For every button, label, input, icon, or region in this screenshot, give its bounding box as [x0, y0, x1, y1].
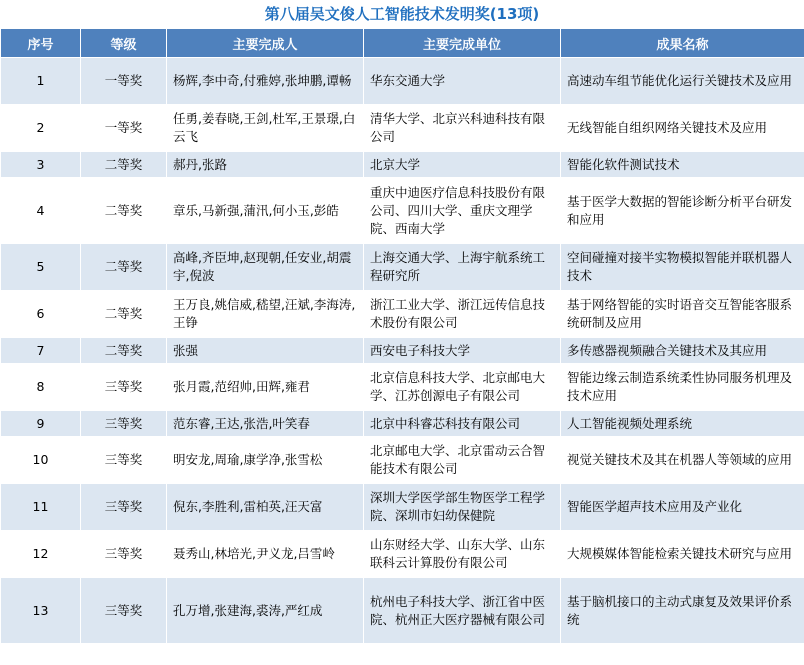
cell-name: 高速动车组节能优化运行关键技术及应用 [561, 58, 804, 105]
cell-name: 多传感器视频融合关键技术及其应用 [561, 338, 804, 364]
table-row [1, 244, 804, 291]
cell-no: 11 [1, 484, 81, 531]
cell-no: 4 [1, 178, 81, 244]
cell-people: 明安龙,周瑜,康学净,张雪松 [167, 437, 364, 484]
cell-org: 北京大学 [364, 152, 561, 178]
header-row [1, 29, 804, 58]
cell-name: 智能化软件测试技术 [561, 152, 804, 178]
cell-level: 三等奖 [81, 411, 167, 437]
cell-level: 三等奖 [81, 484, 167, 531]
cell-people: 高峰,齐臣坤,赵现朝,任安业,胡震宇,倪波 [167, 244, 364, 291]
cell-org: 深圳大学医学部生物医学工程学院、深圳市妇幼保健院 [364, 484, 561, 531]
table-row [1, 178, 804, 244]
cell-org: 西安电子科技大学 [364, 338, 561, 364]
cell-people: 王万良,姚信威,嵇望,汪斌,李海涛,王铮 [167, 291, 364, 338]
cell-people: 张月霞,范绍帅,田辉,雍君 [167, 364, 364, 411]
cell-no: 8 [1, 364, 81, 411]
cell-no: 3 [1, 152, 81, 178]
page-title: 第八届吴文俊人工智能技术发明奖(13项) [264, 5, 540, 23]
cell-people: 章乐,马新强,蒲汛,何小玉,彭皓 [167, 178, 364, 244]
cell-name: 智能医学超声技术应用及产业化 [561, 484, 804, 531]
cell-org: 杭州电子科技大学、浙江省中医院、杭州正大医疗器械有限公司 [364, 578, 561, 644]
table-row [1, 484, 804, 531]
cell-name: 大规模媒体智能检索关键技术研究与应用 [561, 531, 804, 578]
cell-no: 7 [1, 338, 81, 364]
header-name: 成果名称 [561, 29, 804, 58]
cell-org: 清华大学、北京兴科迪科技有限公司 [364, 105, 561, 152]
table-row [1, 437, 804, 484]
cell-no: 13 [1, 578, 81, 644]
cell-level: 三等奖 [81, 437, 167, 484]
cell-org: 山东财经大学、山东大学、山东联科云计算股份有限公司 [364, 531, 561, 578]
table-row [1, 338, 804, 364]
cell-level: 一等奖 [81, 105, 167, 152]
cell-level: 二等奖 [81, 152, 167, 178]
table-row [1, 531, 804, 578]
cell-org: 北京信息科技大学、北京邮电大学、江苏创源电子有限公司 [364, 364, 561, 411]
cell-name: 基于医学大数据的智能诊断分析平台研发和应用 [561, 178, 804, 244]
cell-people: 郝丹,张路 [167, 152, 364, 178]
cell-org: 北京邮电大学、北京雷动云合智能技术有限公司 [364, 437, 561, 484]
cell-level: 三等奖 [81, 578, 167, 644]
cell-level: 二等奖 [81, 244, 167, 291]
table-row [1, 364, 804, 411]
cell-level: 二等奖 [81, 338, 167, 364]
header-level: 等级 [81, 29, 167, 58]
cell-name: 空间碰撞对接半实物模拟智能并联机器人技术 [561, 244, 804, 291]
cell-no: 2 [1, 105, 81, 152]
cell-no: 6 [1, 291, 81, 338]
cell-name: 人工智能视频处理系统 [561, 411, 804, 437]
cell-people: 范东睿,王达,张浩,叶笑春 [167, 411, 364, 437]
table-row [1, 291, 804, 338]
cell-no: 1 [1, 58, 81, 105]
header-no: 序号 [1, 29, 81, 58]
cell-people: 杨辉,李中奇,付雅婷,张坤鹏,谭畅 [167, 58, 364, 105]
table-row [1, 152, 804, 178]
cell-org: 浙江工业大学、浙江远传信息技术股份有限公司 [364, 291, 561, 338]
cell-name: 基于脑机接口的主动式康复及效果评价系统 [561, 578, 804, 644]
cell-name: 无线智能自组织网络关键技术及应用 [561, 105, 804, 152]
table-row [1, 411, 804, 437]
cell-level: 二等奖 [81, 178, 167, 244]
cell-level: 三等奖 [81, 531, 167, 578]
cell-level: 二等奖 [81, 291, 167, 338]
cell-name: 视觉关键技术及其在机器人等领域的应用 [561, 437, 804, 484]
cell-no: 12 [1, 531, 81, 578]
cell-level: 三等奖 [81, 364, 167, 411]
header-org: 主要完成单位 [364, 29, 561, 58]
cell-org: 北京中科睿芯科技有限公司 [364, 411, 561, 437]
cell-no: 5 [1, 244, 81, 291]
table-row [1, 578, 804, 644]
cell-people: 倪东,李胜利,雷柏英,汪天富 [167, 484, 364, 531]
cell-level: 一等奖 [81, 58, 167, 105]
cell-org: 重庆中迪医疗信息科技股份有限公司、四川大学、重庆文理学院、西南大学 [364, 178, 561, 244]
cell-name: 智能边缘云制造系统柔性协同服务机理及技术应用 [561, 364, 804, 411]
cell-people: 任勇,姜春晓,王剑,杜军,王景璟,白云飞 [167, 105, 364, 152]
cell-no: 9 [1, 411, 81, 437]
cell-no: 10 [1, 437, 81, 484]
cell-people: 孔万增,张建海,裘涛,严红成 [167, 578, 364, 644]
cell-org: 华东交通大学 [364, 58, 561, 105]
cell-people: 张强 [167, 338, 364, 364]
cell-org: 上海交通大学、上海宇航系统工程研究所 [364, 244, 561, 291]
table-row [1, 58, 804, 105]
cell-people: 聂秀山,林培光,尹义龙,吕雪岭 [167, 531, 364, 578]
header-people: 主要完成人 [167, 29, 364, 58]
award-table [0, 28, 804, 644]
table-row [1, 105, 804, 152]
cell-name: 基于网络智能的实时语音交互智能客服系统研制及应用 [561, 291, 804, 338]
